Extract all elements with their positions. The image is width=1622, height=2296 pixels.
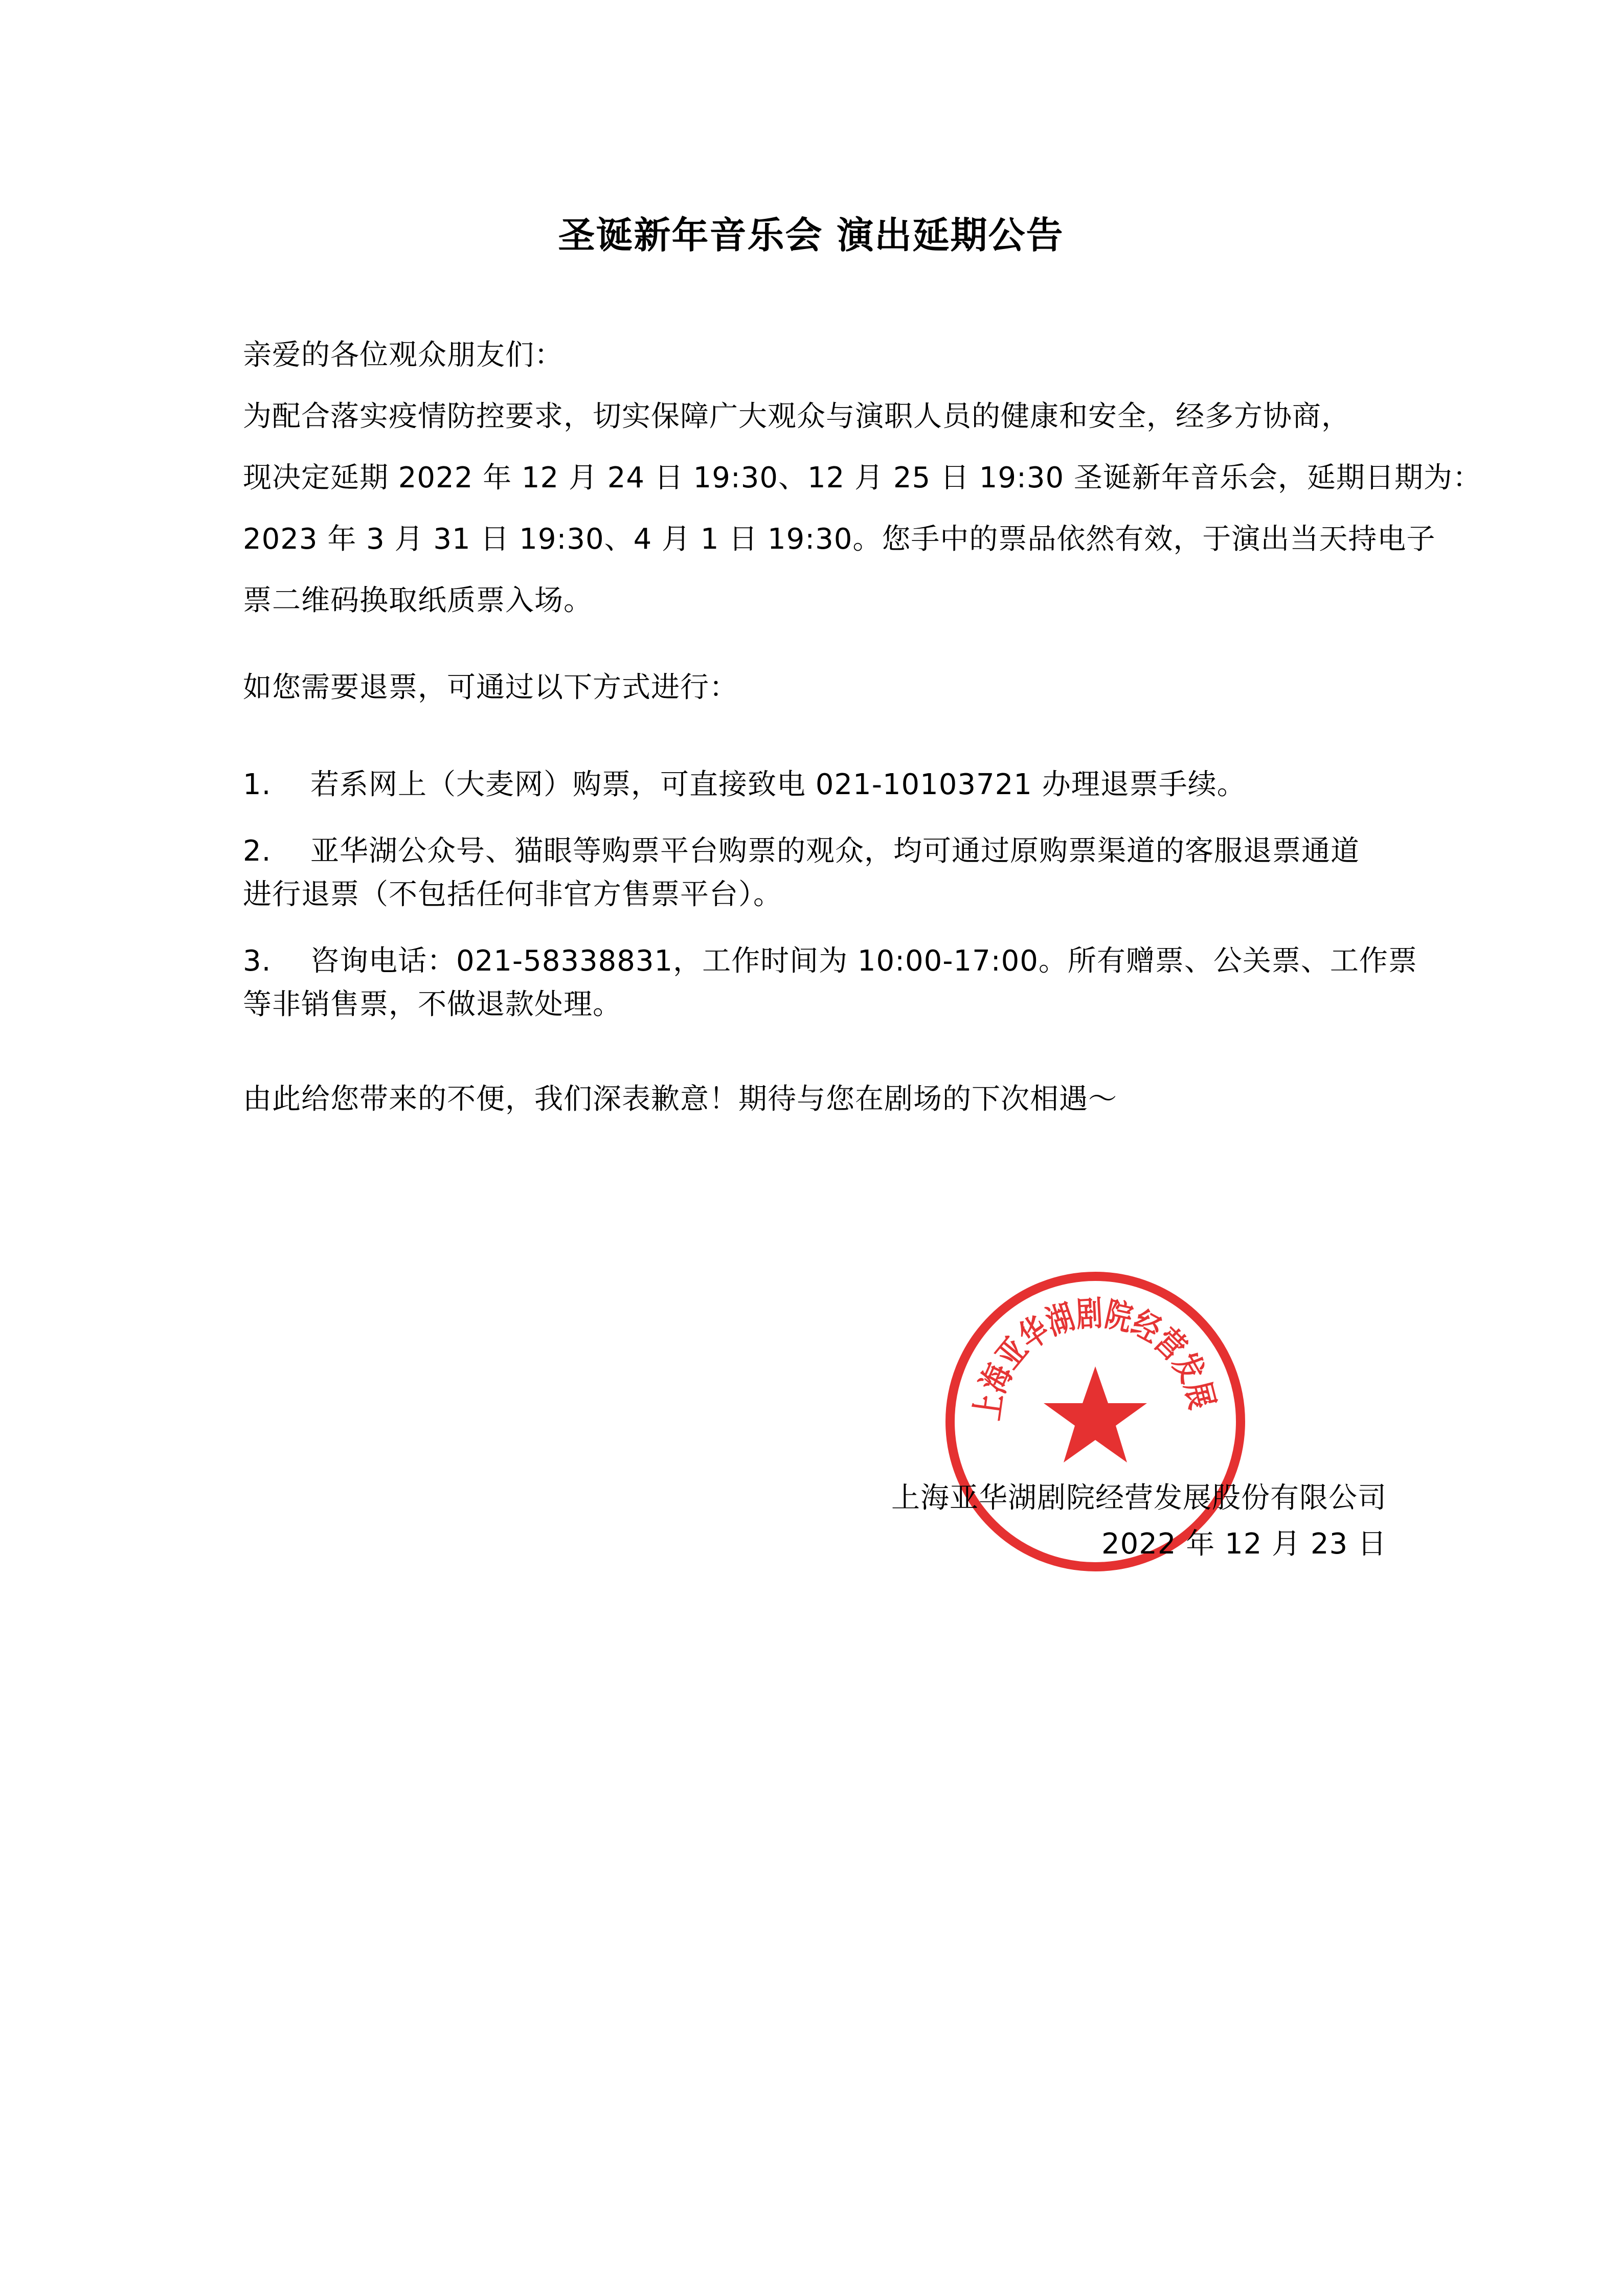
- svg-text:上海亚华湖剧院经营发展股份有限公司: [942, 1268, 1222, 1423]
- paragraph-line: 为配合落实疫情防控要求，切实保障广大观众与演职人员的健康和安全，经多方协商，: [243, 400, 1350, 433]
- closing-sentence: 由此给您带来的不便，我们深表歉意！期待与您在剧场的下次相遇～: [243, 1083, 1117, 1116]
- paragraph-line: 2023 年 3 月 31 日 19:30、4 月 1 日 19:30。您手中的票品依然有效，于演出当天持电子: [243, 523, 1436, 556]
- document-title: 圣诞新年音乐会 演出延期公告: [558, 214, 1064, 257]
- refund-intro: 如您需要退票，可通过以下方式进行：: [243, 671, 738, 704]
- paragraph-line: 票二维码换取纸质票入场。: [243, 584, 593, 617]
- list-item-text: 咨询电话：021-58338831，工作时间为 10:00-17:00。所有赠票、公关票、工作票: [310, 944, 1417, 978]
- list-item-continuation: 进行退票（不包括任何非官方售票平台）。: [243, 878, 782, 911]
- list-item-number: 2.: [243, 835, 272, 868]
- greeting: 亲爱的各位观众朋友们：: [243, 339, 564, 372]
- signature-company: 上海亚华湖剧院经营发展股份有限公司: [891, 1481, 1387, 1515]
- list-item-number: 1.: [243, 768, 272, 801]
- signature-date: 2022 年 12 月 23 日: [1101, 1527, 1387, 1561]
- list-item: [243, 831, 1388, 872]
- star-icon: [1044, 1366, 1147, 1462]
- list-item-number: 3.: [243, 944, 272, 978]
- list-item: [243, 764, 1388, 805]
- seal-text: 上海亚华湖剧院经营发展: [967, 1293, 1224, 1423]
- list-item-text: 若系网上（大麦网）购票，可直接致电 021-10103721 办理退票手续。: [310, 768, 1246, 801]
- paragraph-line: 现决定延期 2022 年 12 月 24 日 19:30、12 月 25 日 19:30 圣诞新年音乐会，延期日期为：: [243, 461, 1482, 494]
- list-item-text: 亚华湖公众号、猫眼等购票平台购票的观众，均可通过原购票渠道的客服退票通道: [310, 835, 1360, 868]
- list-item-continuation: 等非销售票，不做退款处理。: [243, 988, 622, 1021]
- list-item: [243, 941, 1417, 982]
